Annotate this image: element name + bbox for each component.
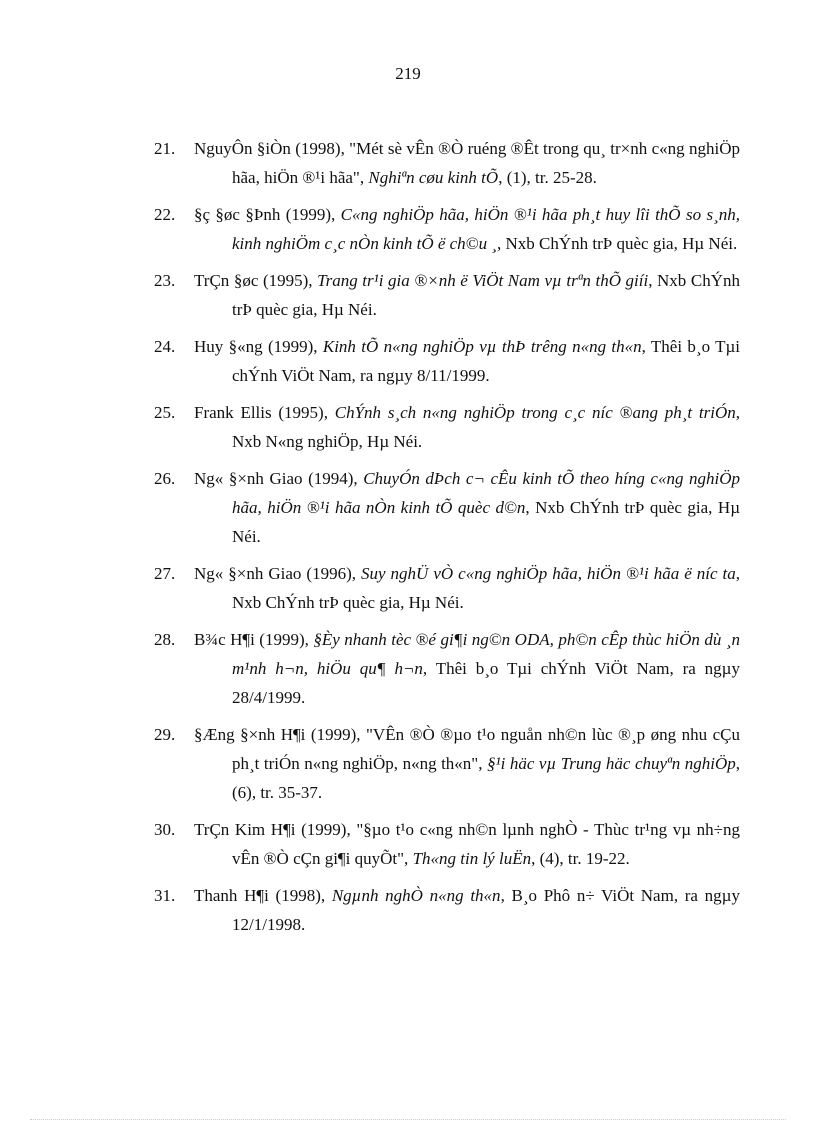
reference-title: Kinh tÕ n«ng nghiÖp vµ thÞ trêng n«ng th«n <box>322 337 642 356</box>
reference-number: 24. <box>154 337 176 356</box>
reference-number: 22. <box>154 205 176 224</box>
reference-title: Trang tr¹i gia ®×nh ë ViÖt Nam vµ trªn thÕ giíi <box>317 271 649 290</box>
reference-detail: , (6), tr. 35-37. <box>232 754 740 802</box>
reference-text <box>194 625 740 712</box>
reference-item <box>154 625 740 712</box>
reference-text <box>194 134 740 192</box>
reference-number: 26. <box>154 469 176 488</box>
reference-title: Ngµnh nghÒ n«ng th«n <box>331 886 501 905</box>
reference-detail: Thanh H¶i (1998), <box>194 886 332 905</box>
reference-detail: , Nxb ChÝnh trÞ quèc gia, Hµ Néi. <box>497 234 738 253</box>
reference-text <box>194 464 741 551</box>
reference-title: Nghiªn cøu kinh tÕ <box>368 168 499 187</box>
reference-detail: Ng« §×nh Giao (1994), <box>194 469 364 488</box>
reference-item <box>154 720 740 807</box>
reference-text <box>194 720 740 807</box>
reference-detail: Frank Ellis (1995), <box>194 403 335 422</box>
reference-detail: §ç §øc §Þnh (1999), <box>194 205 341 224</box>
reference-text <box>194 815 740 873</box>
reference-text <box>194 266 740 324</box>
reference-list <box>154 134 740 947</box>
reference-text <box>194 200 740 258</box>
reference-title: §¹i häc vµ Trung häc chuyªn nghiÖp <box>487 754 736 773</box>
reference-title: §Èy nhanh tèc ®é gi¶i ng©n ODA, ph©n cÊp thùc hiÖn dù ¸n m¹nh h¬n, hiÖu qu¶ h¬n <box>232 630 740 678</box>
reference-detail: , (1), tr. 25-28. <box>498 168 597 187</box>
reference-item <box>154 200 740 258</box>
reference-text <box>194 559 740 617</box>
reference-item <box>154 815 740 873</box>
reference-text <box>194 398 741 456</box>
reference-item <box>154 398 740 456</box>
reference-detail: , Nxb ChÝnh trÞ quèc gia, Hµ Néi. <box>232 498 740 546</box>
reference-detail: Huy §«ng (1999), <box>194 337 323 356</box>
reference-detail: , Nxb ChÝnh trÞ quèc gia, Hµ Néi. <box>232 564 740 612</box>
reference-item <box>154 332 740 390</box>
reference-detail: NguyÔn §iÒn (1998), "Mét sè vÊn ®Ò ruéng ®Êt trong qu¸ tr×nh c«ng nghiÖp hãa, hiÖn ®¹i hãa", <box>194 139 740 187</box>
page-number: 219 <box>395 64 421 83</box>
reference-detail: Ng« §×nh Giao (1996), <box>194 564 361 583</box>
reference-number: 29. <box>154 725 176 744</box>
reference-detail: §Æng §×nh H¶i (1999), "VÊn ®Ò ®µo t¹o nguån nh©n lùc ®¸p øng nhu cÇu ph¸t triÓn n«ng nghiÖp, n«ng th«n", <box>194 725 740 773</box>
reference-number: 27. <box>154 564 176 583</box>
reference-title: Th«ng tin lý luËn <box>412 849 532 868</box>
reference-title: ChuyÓn dÞch c¬ cÊu kinh tÕ theo híng c«ng nghiÖp hãa, hiÖn ®¹i hãa nÒn kinh tÕ quèc d©n <box>232 469 741 517</box>
reference-number: 25. <box>154 403 176 422</box>
reference-text <box>194 881 740 939</box>
reference-item <box>154 266 740 324</box>
reference-detail: , Nxb N«ng nghiÖp, Hµ Néi. <box>232 403 741 451</box>
reference-item <box>154 881 740 939</box>
reference-item <box>154 559 740 617</box>
reference-detail: , Thêi b¸o Tµi chÝnh ViÖt Nam, ra ngµy 8/11/1999. <box>232 337 740 385</box>
reference-number: 31. <box>154 886 176 905</box>
reference-text <box>194 332 740 390</box>
reference-detail: , Nxb ChÝnh trÞ quèc gia, Hµ Néi. <box>232 271 740 319</box>
reference-item <box>154 464 740 551</box>
reference-detail: TrÇn Kim H¶i (1999), "§µo t¹o c«ng nh©n lµnh nghÒ - Thùc tr¹ng vµ nh÷ng vÊn ®Ò cÇn gi¶i quyÕt", <box>194 820 740 868</box>
reference-title: Suy nghÜ vÒ c«ng nghiÖp hãa, hiÖn ®¹i hãa ë níc ta <box>361 564 736 583</box>
reference-detail: , Thêi b¸o Tµi chÝnh ViÖt Nam, ra ngµy 28/4/1999. <box>232 659 740 707</box>
reference-number: 30. <box>154 820 176 839</box>
reference-number: 28. <box>154 630 176 649</box>
reference-detail: TrÇn §øc (1995), <box>194 271 318 290</box>
reference-item <box>154 134 740 192</box>
reference-title: ChÝnh s¸ch n«ng nghiÖp trong c¸c níc ®ang ph¸t triÓn <box>334 403 736 422</box>
page-bottom-rule <box>30 1119 786 1120</box>
reference-detail: , B¸o Phô n÷ ViÖt Nam, ra ngµy 12/1/1998. <box>232 886 740 934</box>
reference-title: C«ng nghiÖp hãa, hiÖn ®¹i hãa ph¸t huy lîi thÕ so s¸nh, kinh nghiÖm c¸c nÒn kinh tÕ ë ch©u ¸ <box>232 205 740 253</box>
reference-number: 21. <box>154 139 176 158</box>
reference-number: 23. <box>154 271 176 290</box>
reference-detail: B¾c H¶i (1999), <box>194 630 314 649</box>
reference-detail: , (4), tr. 19-22. <box>531 849 630 868</box>
